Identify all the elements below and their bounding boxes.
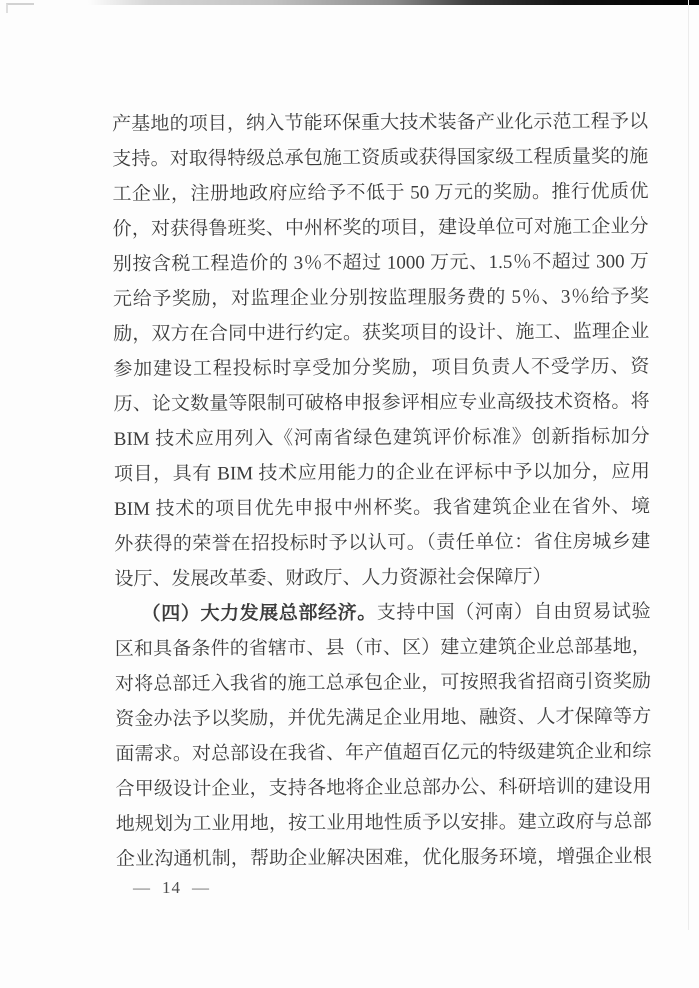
- text-line: 参加建设工程投标时享受加分奖励，项目负责人不受学历、资: [113, 356, 650, 380]
- paragraph-1: [112, 104, 651, 597]
- text-run: 支持中国（河南）自由贸易试验: [376, 601, 651, 624]
- text-line: 产基地的项目，纳入节能环保重大技术装备产业化示范工程予以: [112, 111, 649, 135]
- page-footer: [133, 878, 210, 898]
- text-line: 别按含税工程造价的 3％不超过 1000 万元、1.5％不超过 300 万: [112, 251, 649, 275]
- text-line: 元给予奖励，对监理企业分别按监理服务费的 5％、3％给予奖: [112, 286, 650, 310]
- text-line: 历、论文数量等限制可破格申报参评相应专业高级技术资格。将: [113, 391, 650, 415]
- text-line: BIM 技术的项目优先申报中州杯奖。我省建筑企业在省外、境: [114, 496, 651, 520]
- text-line: 项目，具有 BIM 技术应用能力的企业在评标中予以加分，应用: [113, 461, 650, 485]
- text-line: 地规划为工业用地，按工业用地性质予以安排。建立政府与总部: [115, 811, 652, 835]
- text-line: 励，双方在合同中进行约定。获奖项目的设计、施工、监理企业: [113, 321, 650, 345]
- text-line: 工企业，注册地政府应给予不低于 50 万元的奖励。推行优质优: [112, 181, 649, 205]
- text-line: 区和具备条件的省辖市、县（市、区）建立建筑企业总部基地，: [114, 636, 651, 660]
- text-line: 设厅、发展改革委、财政厅、人力资源社会保障厅）: [114, 566, 552, 590]
- footer-right-dash: —: [192, 878, 210, 897]
- section-heading: （四）大力发展总部经济。: [141, 602, 377, 625]
- text-line: 对将总部迁入我省的施工总承包企业，可按照我省招商引资奖励: [114, 671, 652, 695]
- body-text: [112, 104, 652, 877]
- footer-left-dash: —: [133, 878, 151, 897]
- text-line: 支持。对取得特级总承包施工资质或获得国家级工程质量奖的施: [112, 146, 649, 170]
- text-line: 面需求。对总部设在我省、年产值超百亿元的特级建筑企业和综: [115, 741, 652, 765]
- scan-artifact-top-edge: [88, 0, 699, 5]
- scan-artifact-corner-mark: [6, 3, 34, 13]
- text-line: [115, 594, 651, 632]
- page-number: 14: [162, 878, 181, 897]
- text-line: 价，对获得鲁班奖、中州杯奖的项目，建设单位可对施工企业分: [112, 216, 649, 240]
- scan-artifact-right-line: [688, 0, 689, 930]
- paragraph-2: [115, 594, 652, 877]
- text-line: 合甲级设计企业，支持各地将企业总部办公、科研培训的建设用: [115, 776, 652, 800]
- text-line: 外获得的荣誉在招投标时予以认可。（责任单位：省住房城乡建: [114, 531, 651, 555]
- text-line: BIM 技术应用列入《河南省绿色建筑评价标准》创新指标加分: [113, 426, 650, 450]
- text-line: 资金办法予以奖励，并优先满足企业用地、融资、人才保障等方: [115, 706, 652, 730]
- text-line: 企业沟通机制，帮助企业解决困难，优化服务环境，增强企业根: [115, 846, 652, 870]
